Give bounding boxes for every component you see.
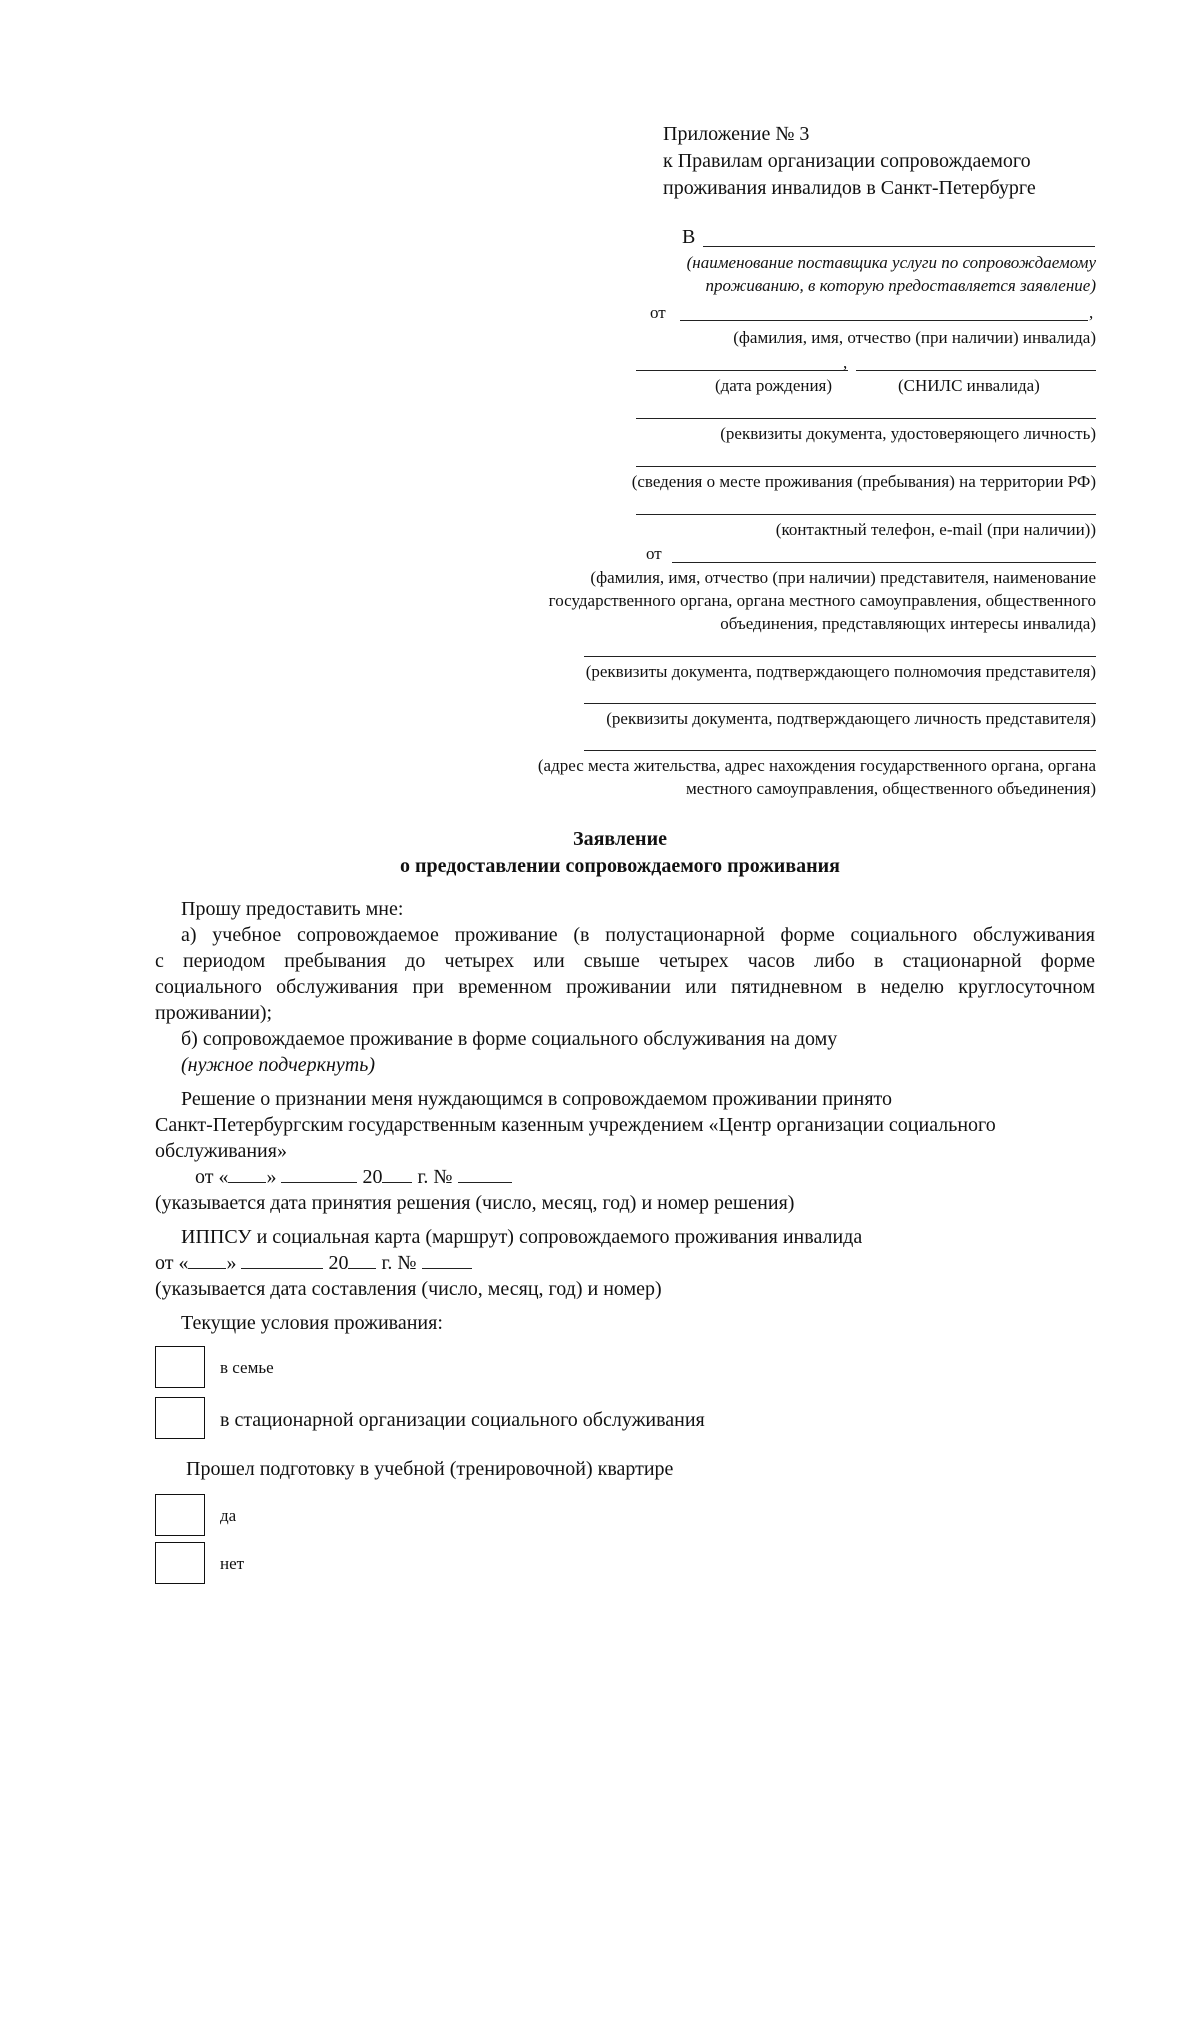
address-caption-1: (адрес места жительства, адрес нахождения государственного органа, органа [537, 756, 1096, 775]
decision-number-field[interactable] [458, 1164, 512, 1183]
document-subtitle: о предоставлении сопровождаемого проживания [400, 855, 840, 877]
address-caption-2: местного самоуправления, общественного объединения) [685, 779, 1096, 798]
decision-caption: (указывается дата принятия решения (число, месяц, год) и номер решения) [155, 1192, 795, 1214]
ippsu-line: ИППСУ и социальная карта (маршрут) сопровождаемого проживания инвалида [181, 1226, 863, 1248]
appendix-number: Приложение № 3 [663, 123, 810, 145]
decision-date-quote: » [266, 1166, 277, 1188]
decision-month-field[interactable] [281, 1164, 357, 1183]
snils-caption: (СНИЛС инвалида) [898, 376, 1040, 395]
representative-id-caption: (реквизиты документа, подтверждающего личность представителя) [606, 709, 1096, 728]
birth-date-field[interactable] [636, 370, 848, 371]
document-title: Заявление [573, 828, 667, 850]
decision-line-2: Санкт-Петербургским государственным казенным учреждением «Центр организации социального [155, 1114, 996, 1136]
item-a-line-2: с периодом пребывания до четырех или свыше четырех часов либо в стационарной форме [155, 950, 1095, 972]
fio-comma: , [1089, 303, 1094, 322]
representative-caption-3: объединения, представляющих интересы инвалида) [720, 614, 1096, 633]
representative-caption-1: (фамилия, имя, отчество (при наличии) представителя, наименование [590, 568, 1096, 587]
dob-caption: (дата рождения) [715, 376, 833, 395]
ippsu-year-prefix: 20 [328, 1252, 349, 1274]
ippsu-year-field[interactable] [348, 1250, 376, 1269]
ippsu-date-from: от « [155, 1252, 189, 1274]
option-family-label: в семье [220, 1358, 274, 1377]
id-document-field[interactable] [636, 418, 1096, 419]
checkbox-no[interactable] [155, 1542, 205, 1584]
decision-number-label: г. № [417, 1166, 453, 1188]
item-a-line-3: социального обслуживания при временном проживании или пятидневном в неделю круглосуточном [155, 976, 1095, 998]
ippsu-number-label: г. № [381, 1252, 417, 1274]
provider-caption-2: проживанию, в которую предоставляется заявление) [705, 276, 1096, 295]
checkbox-institution[interactable] [155, 1397, 205, 1439]
decision-year-field[interactable] [382, 1164, 412, 1183]
residence-field[interactable] [636, 466, 1096, 467]
fio-caption: (фамилия, имя, отчество (при наличии) инвалида) [733, 328, 1096, 347]
item-a-line-1: а) учебное сопровождаемое проживание (в полустационарной форме социального обслуживания [181, 924, 1095, 946]
representative-from-prefix: от [646, 544, 662, 563]
ippsu-day-field[interactable] [188, 1250, 226, 1269]
request-line: Прошу предоставить мне: [181, 898, 404, 920]
representative-fio-field[interactable] [672, 562, 1096, 563]
representative-id-field[interactable] [584, 703, 1096, 704]
representative-authority-field[interactable] [584, 656, 1096, 657]
conditions-title: Текущие условия проживания: [181, 1312, 443, 1334]
item-b-line: б) сопровождаемое проживание в форме социального обслуживания на дому [181, 1028, 838, 1050]
training-title: Прошел подготовку в учебной (тренировочной) квартире [186, 1458, 674, 1480]
ippsu-date-quote: » [226, 1252, 237, 1274]
contact-field[interactable] [636, 514, 1096, 515]
provider-caption-1: (наименование поставщика услуги по сопровождаемому [686, 253, 1096, 272]
decision-date-row [195, 1164, 512, 1190]
from-prefix: от [650, 303, 666, 322]
decision-line-3: обслуживания» [155, 1140, 287, 1162]
contact-caption: (контактный телефон, e-mail (при наличии)) [775, 520, 1096, 539]
decision-date-from: от « [195, 1166, 229, 1188]
item-a-line-4: проживании); [155, 1002, 273, 1024]
dob-comma: , [843, 353, 848, 372]
decision-year-prefix: 20 [362, 1166, 383, 1188]
appendix-rules-line: к Правилам организации сопровождаемого [663, 150, 1031, 172]
checkbox-family[interactable] [155, 1346, 205, 1388]
provider-name-field[interactable] [703, 246, 1095, 247]
underline-hint: (нужное подчеркнуть) [181, 1054, 375, 1076]
representative-caption-2: государственного органа, органа местного самоуправления, общественного [548, 591, 1096, 610]
address-field[interactable] [584, 750, 1096, 751]
decision-line-1: Решение о признании меня нуждающимся в сопровождаемом проживании принято [181, 1088, 893, 1110]
appendix-city-line: проживания инвалидов в Санкт-Петербурге [663, 177, 1036, 199]
snils-field[interactable] [856, 370, 1096, 371]
option-no-label: нет [220, 1554, 245, 1573]
option-institution-label: в стационарной организации социального обслуживания [220, 1409, 705, 1431]
ippsu-caption: (указывается дата составления (число, месяц, год) и номер) [155, 1278, 662, 1300]
ippsu-number-field[interactable] [422, 1250, 472, 1269]
decision-day-field[interactable] [228, 1164, 266, 1183]
ippsu-month-field[interactable] [241, 1250, 323, 1269]
representative-authority-caption: (реквизиты документа, подтверждающего полномочия представителя) [585, 662, 1096, 681]
id-document-caption: (реквизиты документа, удостоверяющего личность) [720, 424, 1096, 443]
option-yes-label: да [220, 1506, 237, 1525]
residence-caption: (сведения о месте проживания (пребывания) на территории РФ) [631, 472, 1096, 491]
applicant-fio-field[interactable] [680, 320, 1088, 321]
recipient-prefix: В [682, 226, 696, 248]
ippsu-date-row [155, 1250, 472, 1276]
checkbox-yes[interactable] [155, 1494, 205, 1536]
